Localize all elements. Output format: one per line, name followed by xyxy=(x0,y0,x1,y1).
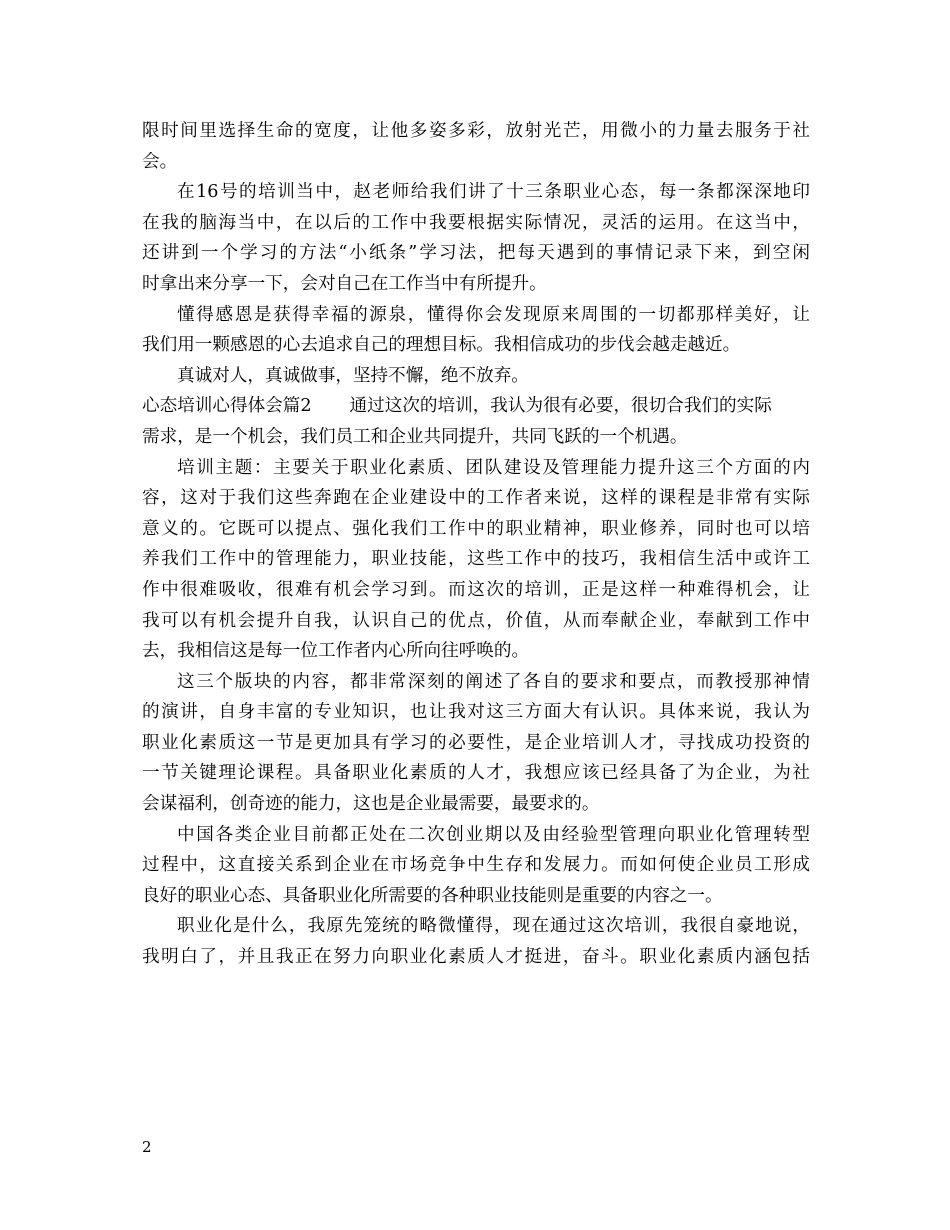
text-line: 培训主题：主要关于职业化素质、团队建设及管理能力提升这三个方面的内 xyxy=(177,457,810,478)
text-line: 我们用一颗感恩的心去追求自己的理想目标。我相信成功的步伐会越走越近。 xyxy=(142,335,741,356)
text-line: 中国各类企业目前都正处在二次创业期以及由经验型管理向职业化管理转型 xyxy=(177,824,810,845)
text-line: 职业化是什么，我原先笼统的略微懂得，现在通过这次培训，我很自豪地说， xyxy=(177,916,810,937)
text-line: 限时间里选择生命的宽度，让他多姿多彩，放射光芒，用微小的力量去服务于社 xyxy=(142,121,810,141)
text-line: 通过这次的培训，我认为很有必要，很切合我们的实际 xyxy=(349,396,772,417)
page-number: 2 xyxy=(142,1138,152,1156)
text-line: 良好的职业心态、具备职业化所需要的各种职业技能则是重要的内容之一。 xyxy=(142,885,723,906)
text-line: 作中很难吸收，很难有机会学习到。而这次的培训，正是这样一种难得机会，让 xyxy=(142,579,810,600)
text-line: 一节关键理论课程。具备职业化素质的人才，我想应该已经具备了为企业，为社 xyxy=(142,763,810,784)
text-line: 需求，是一个机会，我们员工和企业共同提升，共同飞跃的一个机遇。 xyxy=(142,426,688,447)
text-line: 职业化素质这一节是更加具有学习的必要性，是企业培训人才，寻找成功投资的 xyxy=(142,732,810,753)
text-line: 这三个版块的内容，都非常深刻的阐述了各自的要求和要点，而教授那神情 xyxy=(177,671,810,692)
section-heading: 心态培训心得体会篇2 xyxy=(142,396,312,417)
document-body xyxy=(142,116,810,973)
text-line: 我明白了，并且我正在努力向职业化素质人才挺进，奋斗。职业化素质内涵包括 xyxy=(142,947,810,968)
text-line: 会谋福利，创奇迹的能力，这也是企业最需要，最要求的。 xyxy=(142,794,600,815)
text-line: 我可以有机会提升自我，认识自己的优点，价值，从而奉献企业，奉献到工作中 xyxy=(142,610,810,631)
text-line: 的演讲，自身丰富的专业知识，也让我对这三方面大有认识。具体来说，我认为 xyxy=(142,702,810,723)
text-line: 容，这对于我们这些奔跑在企业建设中的工作者来说，这样的课程是非常有实际 xyxy=(142,488,810,509)
text-line: 还讲到一个学习的方法“小纸条”学习法，把每天遇到的事情记录下来，到空闲 xyxy=(142,243,810,264)
text-line: 去，我相信这是每一位工作者内心所向往呼唤的。 xyxy=(142,641,530,662)
text-line: 在我的脑海当中，在以后的工作中我要根据实际情况，灵活的运用。在这当中， xyxy=(142,212,810,233)
text-line: 真诚对人，真诚做事，坚持不懈，绝不放弃。 xyxy=(177,365,529,386)
text-line: 懂得感恩是获得幸福的源泉，懂得你会发现原来周围的一切都那样美好，让 xyxy=(177,304,810,325)
text-line: 时拿出来分享一下，会对自己在工作当中有所提升。 xyxy=(142,273,547,294)
text-line: 过程中，这直接关系到企业在市场竞争中生存和发展力。而如何使企业员工形成 xyxy=(142,855,810,876)
heading-line xyxy=(142,391,810,422)
text-line: 养我们工作中的管理能力，职业技能，这些工作中的技巧，我相信生活中或许工 xyxy=(142,549,810,570)
text-line: 意义的。它既可以提点、强化我们工作中的职业精神，职业修养，同时也可以培 xyxy=(142,518,810,539)
text-line: 会。 xyxy=(142,151,178,172)
text-line: 在16号的培训当中，赵老师给我们讲了十三条职业心态，每一条都深深地印 xyxy=(177,182,810,203)
